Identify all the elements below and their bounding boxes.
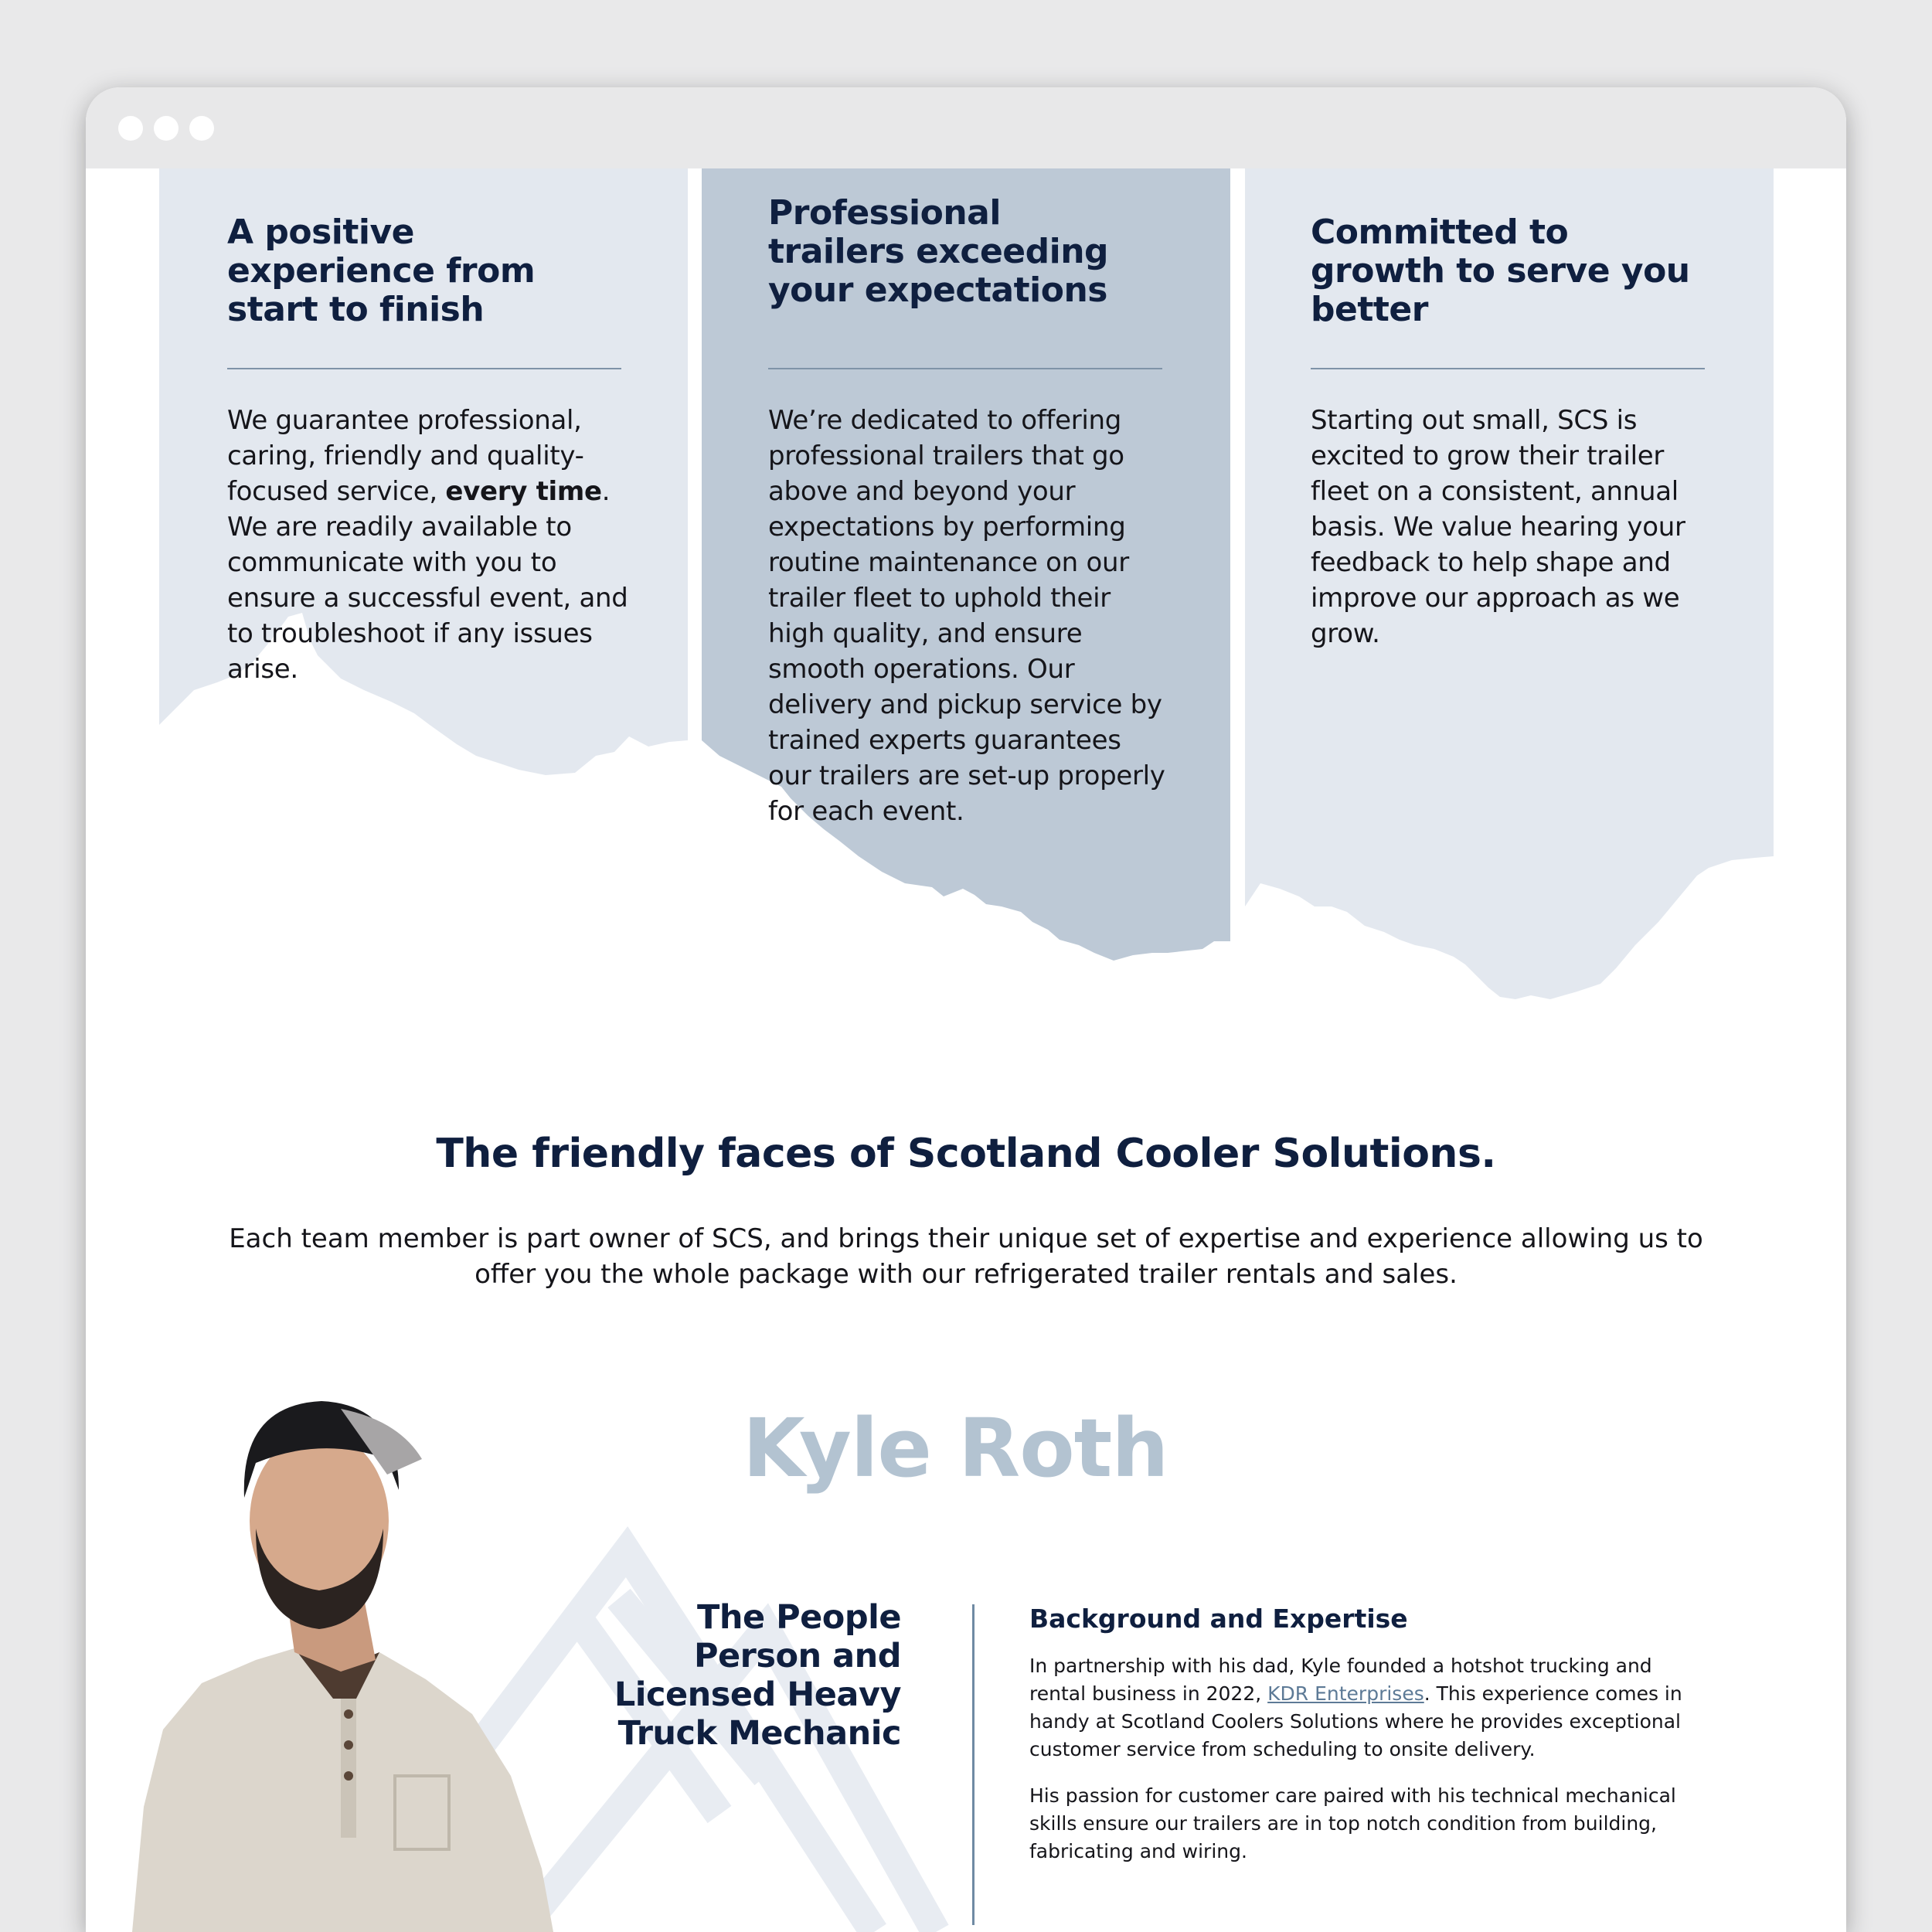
feature-body: We guarantee professional, caring, friendly and quality-focused service, every time. We are readily available to communicate with you to ensure a successful event, and to troubleshoot if any issues arise. — [227, 405, 628, 685]
team-section-title: The friendly faces of Scotland Cooler Solutions. — [436, 1131, 1496, 1177]
browser-window — [86, 87, 1846, 1932]
vertical-divider — [972, 1604, 975, 1925]
divider — [1311, 368, 1705, 369]
feature-title: Committed to growth to serve you better — [1311, 213, 1690, 329]
team-section-subtitle: Each team member is part owner of SCS, and brings their unique set of expertise and experience allowing us to offer you the whole package with our refrigerated trailer rentals and sales. — [229, 1223, 1703, 1290]
window-maximize-dot[interactable] — [189, 116, 214, 141]
person-silhouette-icon — [132, 1401, 553, 1932]
background-paragraph-2: His passion for customer care paired with his technical mechanical skills ensure our trailers are in top notch condition from building, fabricating and wiring. — [1029, 1784, 1676, 1862]
window-close-dot[interactable] — [118, 116, 143, 141]
member-name: Kyle Roth — [743, 1401, 1168, 1495]
team-member-photo — [109, 1374, 573, 1932]
background-expertise-heading: Background and Expertise — [1029, 1604, 1408, 1634]
browser-title-bar — [86, 87, 1846, 168]
feature-title: A positive experience from start to finish — [227, 213, 536, 329]
feature-title: Professional trailers exceeding your expectations — [768, 193, 1109, 310]
feature-body: Starting out small, SCS is excited to grow their trailer fleet on a consistent, annual basis. We value hearing your feedback to help shape and improve our approach as we grow. — [1311, 405, 1685, 649]
divider — [227, 368, 621, 369]
divider — [768, 368, 1162, 369]
kdr-enterprises-link[interactable]: KDR Enterprises — [1267, 1682, 1424, 1705]
page-content — [86, 168, 1846, 1932]
background-paragraph-1: In partnership with his dad, Kyle founded a hotshot trucking and rental business in 2022, KDR Enterprises. This experience comes in handy at Scotland Coolers Solutions where he provides exceptional customer service from scheduling to onsite delivery. — [1029, 1655, 1682, 1760]
feature-body: We’re dedicated to offering professional trailers that go above and beyond your expectations by performing routine maintenance on our trailer fleet to uphold their high quality, and ensure smooth operations. Our delivery and pickup service by trained experts guarantees our trailers are set-up properly for each event. — [768, 405, 1165, 827]
member-role: The People Person and Licensed Heavy Truck Mechanic — [614, 1598, 901, 1753]
window-minimize-dot[interactable] — [154, 116, 179, 141]
